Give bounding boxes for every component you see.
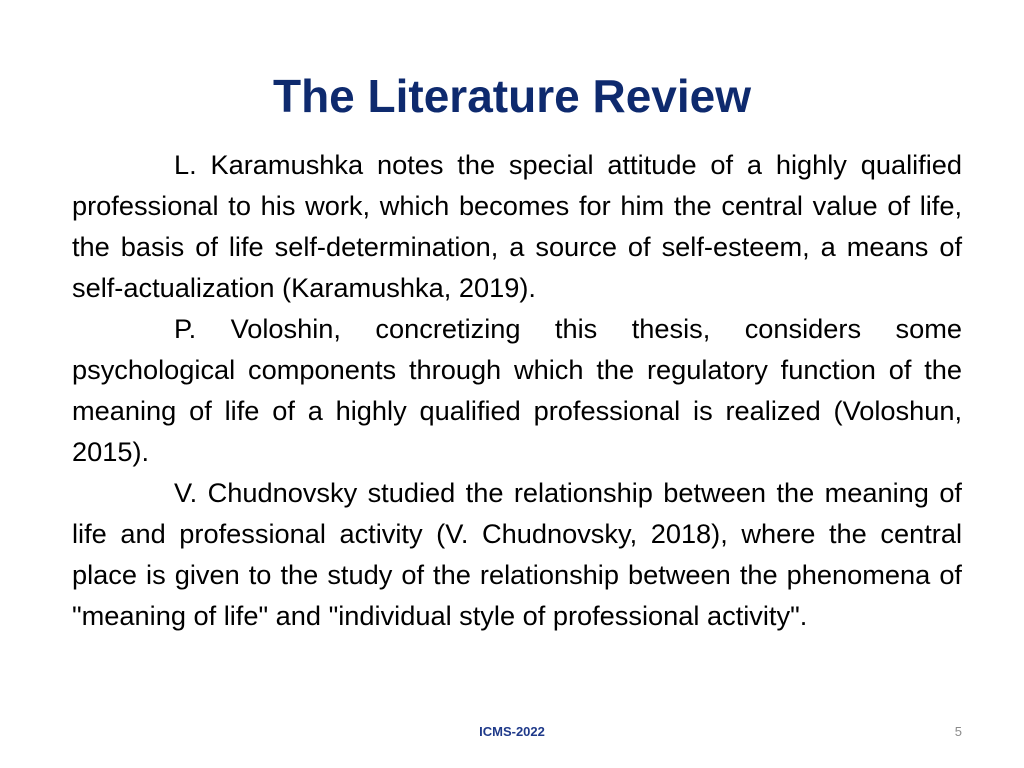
slide-title: The Literature Review (272, 70, 752, 122)
paragraph-karamushka: L. Karamushka notes the special attitude of a highly qualified professional to his work, which becomes for him the central value of life, the basis of life self-determination, a source of self-esteem, a means of self-actualization (Karamushka, 2019). (72, 149, 962, 303)
page-number: 5 (954, 724, 962, 739)
paragraph-voloshin: P. Voloshin, concretizing this thesis, considers some psychological components through which the regulatory function of the meaning of life of a highly qualified professional is realized (Voloshun, 2015). (72, 313, 962, 467)
slide-body (72, 144, 962, 636)
paragraph-chudnovsky: V. Chudnovsky studied the relationship between the meaning of life and professional activity (V. Chudnovsky, 2018), where the central place is given to the study of the relationship between the phenomena of "meaning of life" and "individual style of professional activity". (72, 477, 962, 631)
footer-conference-label: ICMS-2022 (479, 724, 545, 739)
